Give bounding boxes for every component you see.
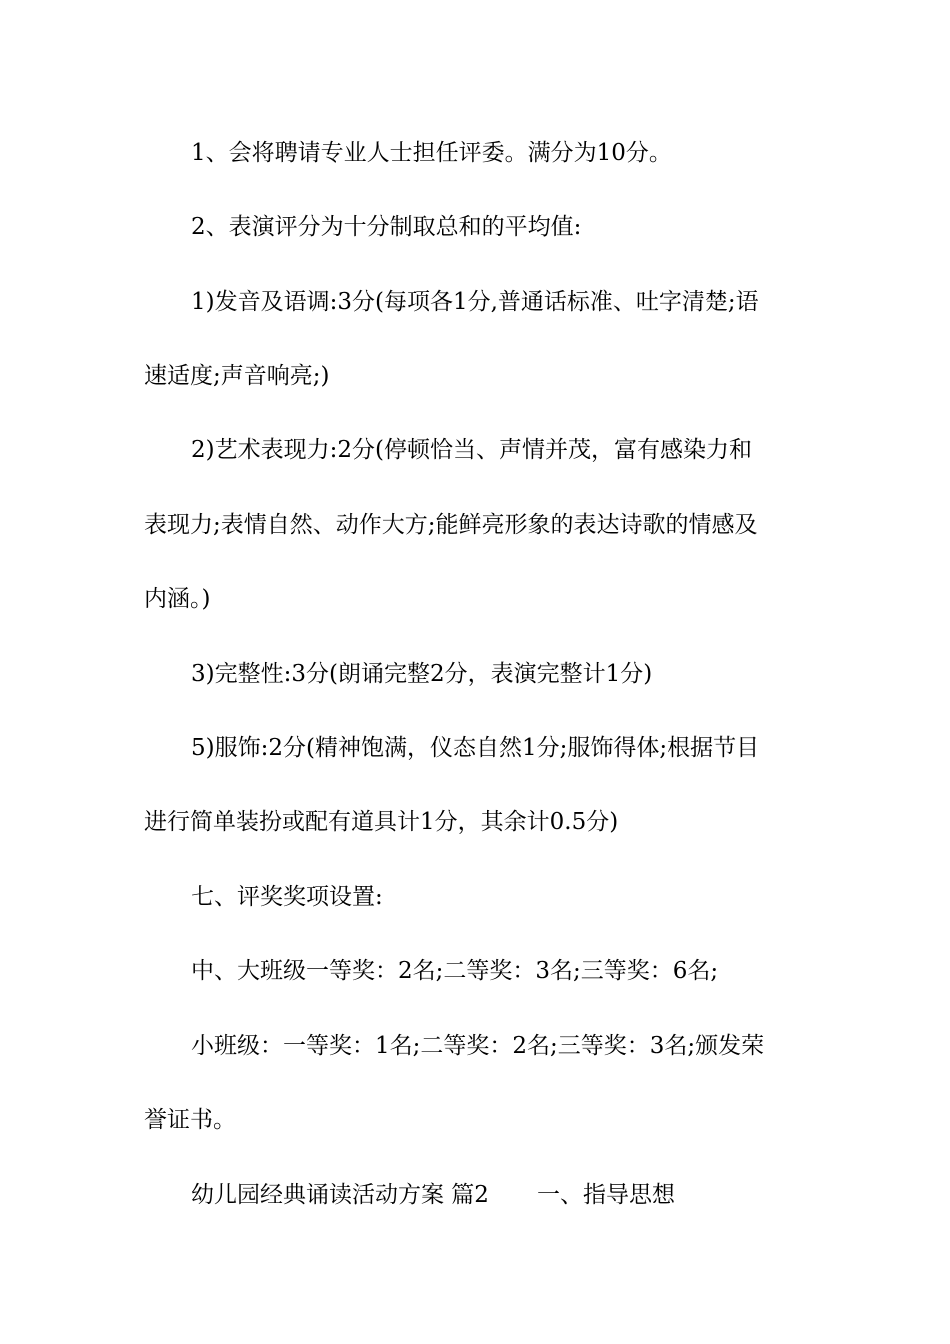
rule-judges: 1、会将聘请专业人士担任评委。满分为10分。 bbox=[191, 140, 672, 166]
awards-middle-senior: 中、大班级一等奖：2名;二等奖：3名;三等奖：6名; bbox=[191, 958, 719, 984]
criterion-pronunciation-cont: 速适度;声音响亮;) bbox=[144, 363, 330, 389]
criterion-expression-cont: 表现力;表情自然、动作大方;能鲜亮形象的表达诗歌的情感及 bbox=[144, 512, 758, 538]
rule-scoring: 2、表演评分为十分制取总和的平均值: bbox=[191, 214, 582, 240]
plan-title: 幼儿园经典诵读活动方案 篇2 bbox=[191, 1182, 489, 1208]
criterion-costume: 5)服饰:2分(精神饱满，仪态自然1分;服饰得体;根据节目 bbox=[191, 735, 760, 761]
guiding-ideology-heading: 一、指导思想 bbox=[536, 1182, 675, 1208]
awards-heading: 七、评奖奖项设置: bbox=[191, 884, 383, 910]
section-heading bbox=[0, 1180, 950, 1210]
criterion-costume-cont: 进行简单装扮或配有道具计1分，其余计0.5分) bbox=[144, 809, 619, 835]
criterion-expression: 2)艺术表现力:2分(停顿恰当、声情并茂，富有感染力和 bbox=[191, 437, 752, 463]
criterion-pronunciation: 1)发音及语调:3分(每项各1分,普通话标准、吐字清楚;语 bbox=[191, 289, 759, 315]
awards-junior-cont: 誉证书。 bbox=[144, 1107, 236, 1133]
awards-junior: 小班级：一等奖：1名;二等奖：2名;三等奖：3名;颁发荣 bbox=[191, 1033, 765, 1059]
criterion-completeness: 3)完整性:3分(朗诵完整2分，表演完整计1分) bbox=[191, 661, 653, 687]
criterion-expression-end: 内涵。) bbox=[144, 586, 211, 612]
